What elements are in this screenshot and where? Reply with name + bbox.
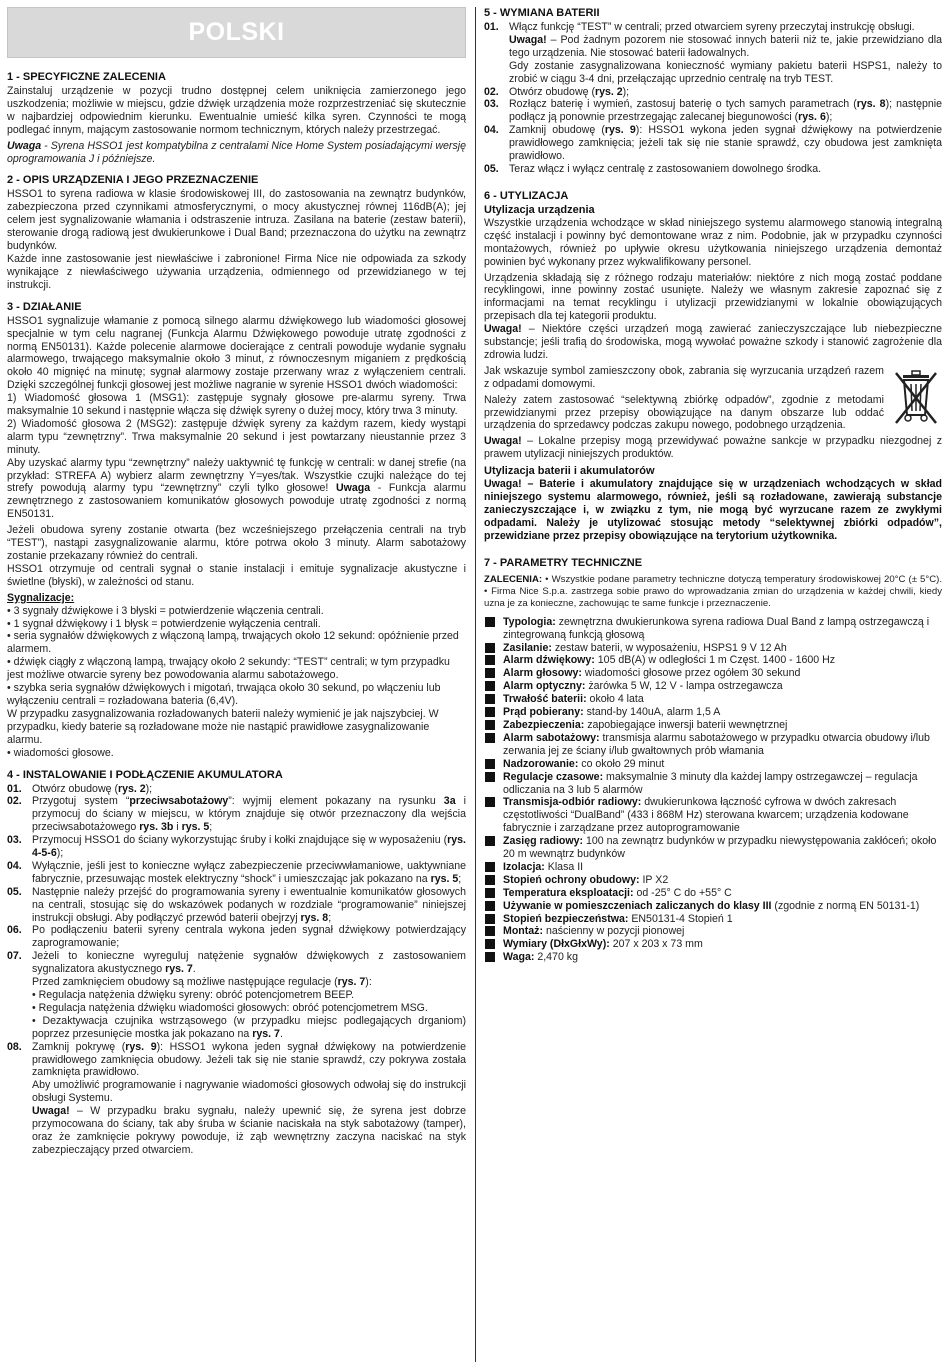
bullet-square-icon [485, 939, 495, 949]
section-3-msg2: 2) Wiadomość głosowa 2 (MSG2): zastępuje dźwięk syreny za każdym razem, kiedy wystąpi alarm typu “zewnętrzny”. Trwa maksymalnie 20 sekund i jest powtarzany nieustannie przez 3 minuty. [7, 417, 466, 456]
step-07-shock: • Dezaktywacja czujnika wstrząsowego (w przypadku miejsc podlegających drganiom) poprzez przesunięcie mostka jak pokazano na rys. 7. [32, 1014, 466, 1040]
section-3-msg1: 1) Wiadomość głosowa 1 (MSG1): zastępuje sygnały głosowe pre-alarmu syreny. Trwa maksymalnie 10 sekund i następnie włącza się dźwięk syreny o dużej mocy, który trwa 3 minuty. [7, 392, 466, 418]
spec-row [484, 771, 942, 797]
section-3 [7, 301, 466, 760]
page-title: POLSKI [188, 18, 285, 47]
step-07: 07. Jeżeli to konieczne wyreguluj natężenie sygnałów dźwiękowych z zastosowaniem sygnalizatora akustycznego rys. 7. Przed zamknięciem obudowy są możliwe następujące regulacje (rys. 7): • Regulacja natężenia dźwięku syreny: obróć potencjometrem BEEP. • Regulacja natężenia dźwięku wiadomości głosowych: obróć potencjometrem MSG. • Dezaktywacja czujnika wstrząsowego (w przypadku miejsc podlegających drganiom) poprzez przesunięcie mostka jak pokazano na rys. 7. [7, 950, 466, 1040]
spec-row [484, 835, 942, 861]
section-1 [7, 71, 466, 165]
spec-row [484, 796, 942, 835]
bullet-square-icon [485, 617, 495, 627]
signal-item: • szybka seria sygnałów dźwiękowych i migotań, trwająca około 30 sekund, po włączeniu lub wyłączeniu centrali = rozładowana bateria (6,4V). [7, 682, 441, 707]
spec-value: naścienny w pozycji pionowej [543, 925, 685, 938]
section-5-heading: 5 - WYMIANA BATERII [484, 7, 600, 19]
section-6-heading: 6 - UTYLIZACJA [484, 189, 569, 202]
spec-list [484, 616, 942, 964]
battery-step-01: 01. Włącz funkcję “TEST” w centrali; przed otwarciem syreny przeczytaj instrukcję obsługi. Uwaga! – Pod żadnym pozorem nie stosować innych baterii niż te, jakie przewidziano dla tego urządzenia. Nie stosować baterii ładowalnych. Gdy zostanie zasygnalizowana konieczność wymiany pakietu baterii HSPS1, należy to zrobić w ciągu 3-4 dni, przełączając uprzednio centralę na tryb TEST. [484, 21, 942, 85]
disposal-text-1: Wszystkie urządzenia wchodzące w skład niniejszego systemu alarmowego stanowią integralną część instalacji i powinny być demontowane wraz z nim. Podobnie, jak w przypadku czynności montażowych, również po upływie okresu użytkowania niniejszego urządzenia demontaż powinien być wykonany przez wykwalifikowany personel. [484, 216, 942, 268]
spec-value: żarówka 5 W, 12 V - lampa ostrzegawcza [585, 680, 783, 693]
right-column [484, 7, 942, 973]
spec-label: Izolacja: [503, 860, 545, 873]
crossed-bin-icon [890, 369, 942, 431]
spec-row [484, 642, 942, 655]
spec-value: dwukierunkowa łączność cyfrowa w dwóch zakresach częstotliwości “DualBand” (433 i 868M Hz) sterowana kwarcem; urządzenia kodowane fabrycznie i zarządzane przez autoprogramowanie [503, 796, 909, 835]
spec-label: Używanie w pomieszczeniach zaliczanych do klasy III [503, 899, 772, 912]
section-3-tamper: Jeżeli obudowa syreny zostanie otwarta (bez wcześniejszego przełączenia centrali na tryb “TEST”), nastąpi zasygnalizowanie alarmu, które potrwa około 3 minuty. Alarm sabotażowy zostanie przekazany również do centrali. [7, 524, 466, 562]
disposal-sanctions: Uwaga! – Lokalne przepisy mogą przewidywać poważne sankcje w przypadku niezgodnej z prawem utylizacji niniejszych produktów. [484, 435, 942, 461]
spec-value: transmisja alarmu sabotażowego w przypadku otwarcia obudowy i/lub zerwania jej ze ściany i/lub gwałtownych prób włamania [503, 731, 930, 757]
spec-label: Wymiary (DłxGłxWy): [503, 938, 610, 951]
spec-label: Alarm dźwiękowy: [503, 654, 595, 667]
bullet-square-icon [485, 797, 495, 807]
spec-label: Stopień bezpieczeństwa: [503, 912, 629, 925]
signal-item: W przypadku zasygnalizowania rozładowanych baterii należy wymienić je jak najszybciej. W przypadku, kiedy baterie są rozładowane może nie nastąpić prawidłowe zasygnalizowanie alarmu. [7, 707, 439, 746]
section-2-text-2: Każde inne zastosowanie jest niewłaściwe i zabronione! Firma Nice nie odpowiada za szkody wynikające z niewłaściwego używania urządzenia, odmiennego od przewidzianego w tej instrukcji. [7, 252, 466, 291]
spec-value: 2,470 kg [534, 951, 578, 964]
signal-item: • dźwięk ciągły z włączoną lampą, trwający około 2 sekundy: “TEST” centrali; w tym przypadku jest możliwe otwarcie syreny bez powodowania alarmu sabotażowego. [7, 656, 450, 682]
step-03: 03. Przymocuj HSSO1 do ściany wykorzystując śruby i kołki znajdujące się w wyposażeniu (rys. 4-5-6); [7, 834, 466, 860]
bullet-square-icon [485, 888, 495, 898]
section-2 [7, 174, 466, 291]
spec-value: od -25° C do +55° C [633, 886, 732, 899]
step-08: 08. Zamknij pokrywę (rys. 9): HSSO1 wykona jeden sygnał dźwiękowy na potwierdzenie prawidłowego zamknięcia obudowy. Jeżeli tak się nie stanie sprawdź, czy pokrywa została zamknięta prawidłowo. Aby umożliwić programowanie i nagrywanie wiadomości głosowych odwołaj się do instrukcji obsługi Systemu. Uwaga! – W przypadku braku sygnału, należy upewnić się, że syrena jest dobrze przymocowana do ściany, tak aby śruba w ścianie naciskała na styk sabotażowy (tamper), oraz że zamknięcie pokrywy powoduje, iż ząb wewnętrzny zaczyna naciskać na styk zabezpieczający przed otwarciem. [7, 1040, 467, 1156]
disposal-battery-heading: Utylizacja baterii i akumulatorów [484, 465, 655, 478]
battery-step-03: 03. Rozłącz baterię i wymień, zastosuj baterię o tych samych parametrach (rys. 8); następnie podłącz ją ponownie przestrzegając zalecanej biegunowości (rys. 6); [484, 98, 943, 124]
section-7-heading: 7 - PARAMETRY TECHNICZNE [484, 556, 643, 569]
spec-row [484, 925, 942, 938]
spec-row [484, 758, 942, 771]
spec-row [484, 706, 942, 719]
bullet-square-icon [485, 681, 495, 691]
spec-label: Waga: [503, 951, 535, 964]
section-2-heading: 2 - OPIS URZĄDZENIA I JEGO PRZEZNACZENIE [7, 174, 259, 187]
step-07-msg: • Regulacja natężenia dźwięku wiadomości głosowych: obróć potencjometrem MSG. [32, 1001, 428, 1014]
battery-warning: Uwaga! – Pod żadnym pozorem nie stosować innych baterii niż te, jakie przewidziano dla tego urządzenia. Nie stosować baterii ładowalnych. [509, 33, 942, 59]
left-column [7, 7, 466, 1166]
disposal-battery-text: Uwaga! – Baterie i akumulatory znajdujące się w urządzeniach wchodzących w skład niniejszego systemu alarmowego, również, jeśli są rozładowane, zawierają substancje zanieczyszczające i, w związku z tym, nie mogą być wyrzucane razem ze zwykłymi odpadami. Należy je utylizować stosując metody “selektywnej zbiórki odpadów”, przewidziane przez przepisy obowiązujące na terytorium użytkownika. [484, 478, 942, 542]
disposal-device-heading: Utylizacja urządzenia [484, 203, 595, 216]
signal-item: • wiadomości głosowe. [7, 746, 114, 759]
bullet-square-icon [485, 875, 495, 885]
spec-row [484, 900, 942, 913]
language-banner [7, 7, 466, 58]
spec-label: Typologia: [503, 615, 556, 628]
spec-row [484, 654, 942, 667]
spec-row [484, 874, 942, 887]
bullet-square-icon [485, 862, 495, 872]
spec-row [484, 719, 942, 732]
step-08-warning: Uwaga! – W przypadku braku sygnału, należy upewnić się, że syrena jest dobrze przymocowana do ściany, tak aby śruba w ścianie naciskała na styk sabotażowy (tamper), oraz że zamknięcie pokrywy powoduje, iż ząb wewnętrzny zaczyna naciskać na styk zabezpieczający przed otwarciem. [32, 1105, 466, 1156]
bullet-square-icon [485, 694, 495, 704]
signals-label: Sygnalizacje: [7, 591, 75, 604]
disposal-warning: Uwaga! – Niektóre części urządzeń mogą zawierać zanieczyszczające lub niebezpieczne substancje; jeśli trafią do środowiska, mogą wywołać poważne szkody i stanowić zagrożenie dla zdrowia ludzi. [484, 323, 942, 361]
spec-row [484, 938, 942, 951]
section-1-note: Uwaga - Syrena HSSO1 jest kompatybilna z centralami Nice Home System posiadającymi wersję oprogramowania J i późniejsze. [7, 139, 466, 165]
section-6 [484, 190, 942, 543]
bullet-square-icon [485, 901, 495, 911]
spec-label: Alarm optyczny: [503, 680, 586, 693]
spec-row [484, 693, 942, 706]
spec-value: zapobiegające inwersji baterii wewnętrznej [584, 718, 788, 731]
spec-label: Alarm głosowy: [503, 667, 582, 680]
spec-label: Regulacje czasowe: [503, 770, 604, 783]
spec-value: maksymalnie 3 minuty dla każdej lampy ostrzegawczej – regulacja odliczania na 3 lub 5 alarmów [503, 770, 918, 796]
weee-block [484, 365, 942, 436]
battery-step-05: 05. Teraz włącz i wyłącz centralę z zastosowaniem dowolnego środka. [484, 162, 822, 175]
spec-label: Zasilanie: [503, 641, 552, 654]
step-06: 06. Po podłączeniu baterii syreny centrala wykona jeden sygnał dźwiękowy potwierdzający zaprogramowanie; [7, 924, 466, 950]
section-3-heading: 3 - DZIAŁANIE [7, 300, 82, 313]
spec-value: 100 na zewnątrz budynków w przypadku niewystępowania zakłóceń; około 20 m wewnątrz budynków [503, 835, 937, 861]
section-2-text: HSSO1 to syrena radiowa w klasie środowiskowej III, do zastosowania na zewnątrz budynków, zabezpieczona przed czynnikami atmosferycznymi, o mocy akustycznej równej 116dB(A); jej celem jest sygnalizowanie włamania i odstraszenie intruza. Zasilana na baterie (zestaw baterii), sterowanie drogą radiową jest dwukierunkowe i Dual Band; przeznaczona do użytku na zewnątrz budynków. [7, 188, 466, 253]
spec-label: Zasięg radiowy: [503, 835, 584, 848]
disposal-text-collection: Należy zatem zastosować “selektywną zbiórkę odpadów”, zgodnie z metodami przewidzianymi przez przepisy obowiązujące na danym obszarze lub oddać urządzenia do sprzedawcy podczas zakupu nowego, podobnego urządzenia. [484, 393, 884, 432]
spec-row [484, 732, 942, 758]
section-4 [7, 769, 466, 1157]
spec-value: wiadomości głosowe przez ogółem 30 sekund [581, 667, 801, 680]
spec-value: 207 x 203 x 73 mm [609, 938, 703, 951]
step-05: 05. Następnie należy przejść do programowania syreny i ewentualnie komunikatów głosowych na centrali, stosując się do wskazówek podanych w rozdziale “programowanie” niniejszej instrukcji obsługi. Aby podłączyć przewód baterii obejrzyj rys. 8; [7, 885, 466, 924]
spec-label: Montaż: [503, 925, 544, 938]
bullet-square-icon [485, 720, 495, 730]
spec-label: Stopień ochrony obudowy: [503, 873, 640, 886]
bullet-square-icon [485, 952, 495, 962]
spec-value: EN50131-4 Stopień 1 [628, 912, 733, 925]
bullet-square-icon [485, 733, 495, 743]
disposal-text-2: Urządzenia składają się z różnego rodzaju materiałów: niektóre z nich mogą zostać poddane recyklingowi, inne powinny zostać usunięte. Należy we własnym zakresie zapoznać się z informacjami na temat recyklingu i utylizacji przewidzianymi w lokalnie obowiązujących przepisach dla tej kategorii produktu. [484, 271, 942, 323]
bullet-square-icon [485, 707, 495, 717]
bullet-square-icon [485, 926, 495, 936]
spec-label: Nadzorowanie: [503, 757, 579, 770]
battery-step-02: 02. Otwórz obudowę (rys. 2); [484, 85, 630, 98]
step-01: 01. Otwórz obudowę (rys. 2); [7, 782, 153, 795]
bullet-square-icon [485, 668, 495, 678]
spec-row [484, 951, 942, 964]
signal-item: • 1 sygnał dźwiękowy i 1 błysk = potwierdzenie wyłączenia centrali. [7, 617, 321, 630]
spec-value: około 4 lata [586, 693, 644, 706]
signal-item: • 3 sygnały dźwiękowe i 3 błyski = potwierdzenie włączenia centrali. [7, 604, 324, 617]
spec-label: Zabezpieczenia: [503, 718, 585, 731]
spec-label: Alarm sabotażowy: [503, 731, 600, 744]
bullet-square-icon [485, 836, 495, 846]
step-02: 02. Przygotuj system “przeciwsabotażowy”: wyjmij element pokazany na rysunku 3a i przymocuj do ściany w miejscu, w którym znajduje się otwór przeznaczony dla wejścia przeciwsabotażowego rys. 3b i rys. 5; [7, 795, 466, 834]
section-3-state: HSSO1 otrzymuje od centrali sygnał o stanie instalacji i emituje sygnalizacje akustyczne i świetlne (błyski), w zależności od stanu. [7, 562, 466, 588]
bullet-square-icon [485, 772, 495, 782]
spec-value: zestaw baterii, w wyposażeniu, HSPS1 9 V 12 Ah [551, 641, 787, 654]
spec-value: (zgodnie z normą EN 50131-1) [771, 899, 920, 912]
bullet-square-icon [485, 759, 495, 769]
spec-value: IP X2 [639, 873, 669, 886]
spec-row [484, 667, 942, 680]
spec-value: 105 dB(A) w odległości 1 m Częst. 1400 - 1600 Hz [594, 654, 836, 667]
step-04: 04. Wyłącznie, jeśli jest to konieczne wyłącz zabezpieczenie przeciwwłamaniowe, uaktywniane fabrycznie, przesuwając mostek elektryczny “shock” i umieszczając jak pokazano na rys. 5; [7, 859, 466, 885]
spec-label: Temperatura eksploatacji: [503, 886, 634, 899]
bullet-square-icon [485, 914, 495, 924]
spec-value: stand-by 140uA, alarm 1,5 A [583, 706, 721, 719]
bullet-square-icon [485, 655, 495, 665]
step-08-programming: Aby umożliwić programowanie i nagrywanie wiadomości głosowych odwołaj się do instrukcji obsługi Systemu. [32, 1079, 466, 1105]
spec-row [484, 913, 942, 926]
section-7 [484, 557, 942, 964]
spec-value: zewnętrzna dwukierunkowa syrena radiowa Dual Band z lampą ostrzegawczą i zintegrowaną funkcją głosową [503, 615, 930, 641]
tech-note: ZALECENIA: • Wszystkie podane parametry techniczne dotyczą temperatury środowiskowej 20°C (± 5°C). • Firma Nice S.p.a. zastrzega sobie prawo do wprowadzania zmian do urządzenia w każdej chwili, kiedy uzna je za konieczne, zachowując te same funkcje i przeznaczenie. [484, 573, 942, 609]
disposal-text-symbol: Jak wskazuje symbol zamieszczony obok, zabrania się wyrzucania urządzeń razem z odpadami domowymi. [484, 364, 884, 390]
section-3-external: Aby uzyskać alarmy typu “zewnętrzny” należy uaktywnić tę funkcję w centrali: w danej strefie (na przykład: STREFA A) wybierz alarm zewnętrzny Y=yes/tak. Wszystkie czujki należące do tej strefy powodują alarmy typu “zewnętrzny” czyli tylko głosowe! Uwaga - Funkcja alarmu zewnętrznego z zastosowaniem komunikatów głosowych powoduje utratę zgodności z normą EN50131. [7, 456, 466, 521]
section-5 [484, 7, 942, 176]
spec-label: Transmisja-odbiór radiowy: [503, 796, 642, 809]
spec-label: Trwałość baterii: [503, 693, 587, 706]
bullet-square-icon [485, 643, 495, 653]
spec-value: co około 29 minut [578, 757, 665, 770]
spec-row [484, 861, 942, 874]
section-1-heading: 1 - SPECYFICZNE ZALECENIA [7, 71, 166, 83]
battery-step-04: 04. Zamknij obudowę (rys. 9): HSSO1 wykona jeden sygnał dźwiękowy na potwierdzenie prawidłowego zamknięcia; jeżeli tak się nie stanie sprawdź, czy obudowa jest zamknięta prawidłowo. [484, 124, 943, 163]
spec-row [484, 680, 942, 693]
spec-value: Klasa II [544, 860, 584, 873]
column-divider [475, 7, 476, 1362]
signal-item: • seria sygnałów dźwiękowych z włączoną lampą, trwających około 12 sekund: opóźnienie przed alarmem. [7, 630, 459, 656]
spec-row [484, 616, 942, 642]
step-07-beep: • Regulacja natężenia dźwięku syreny: obróć potencjometrem BEEP. [32, 989, 355, 1001]
section-1-text: Zainstaluj urządzenie w pozycji trudno dostępnej celem uniknięcia zamierzonego jego uszkodzenia; możliwie w miejscu, gdzie dźwięk urządzenia może rozprzestrzeniać się skutecznie w najbardziej odpowiednim kierunku. Ewentualnie umieść kilka syren. Czynności te mogą podlegać innym, mającym zastosowanie normom technicznym, których należy przestrzegać. [7, 85, 466, 136]
section-4-heading: 4 - INSTALOWANIE I PODŁĄCZENIE AKUMULATORA [7, 768, 283, 781]
spec-row [484, 887, 942, 900]
signals-list [7, 605, 466, 760]
spec-label: Prąd pobierany: [503, 706, 584, 719]
section-3-text: HSSO1 sygnalizuje włamanie z pomocą silnego alarmu dźwiękowego lub wiadomości głosowej specjalnie w tym celu nagranej (Funkcja Alarmu Dźwiękowego powoduje utratę zgodności z normą EN50131). Każde polecenie alarmowe docierające z centrali powoduje wydanie sygnału alarmowego, trwającego maksymalnie około 3 minut, z równoczesnym miganiem z prędkością około 40 mignięć na minutę; sygnał alarmowy zostaje przerwany wraz z wyłączeniem centrali. Dzięki szczególnej funkcji głosowej jest możliwe nagranie w syrenie HSSO1 dwóch wiadomości: [7, 314, 466, 392]
step-07-adjustments: Przed zamknięciem obudowy są możliwe następujące regulacje (rys. 7): [32, 976, 372, 989]
